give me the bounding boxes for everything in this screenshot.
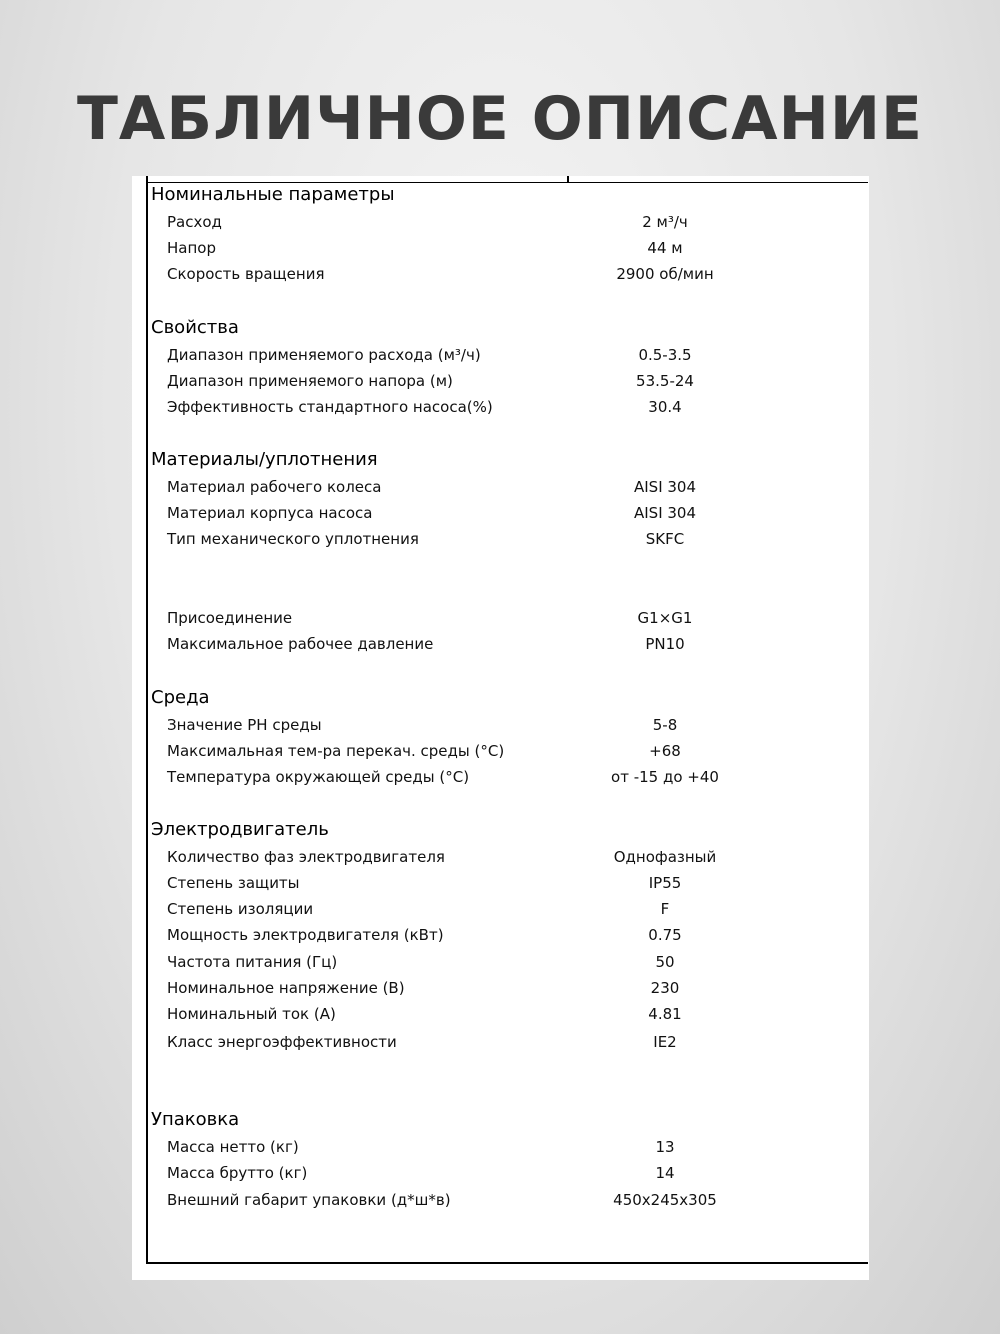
spec-label: Расход	[167, 213, 222, 231]
spec-label: Материал рабочего колеса	[167, 478, 382, 496]
section-heading-nominal: Номинальные параметры	[151, 184, 395, 205]
spec-value: Однофазный	[613, 848, 717, 866]
spec-label: Степень изоляции	[167, 900, 314, 918]
spec-value: IE2	[653, 1033, 677, 1051]
spec-label: Тип механического уплотнения	[167, 530, 419, 548]
spec-value: 53.5-24	[636, 372, 694, 390]
spec-value: PN10	[645, 635, 685, 653]
spec-label: Максимальное рабочее давление	[167, 635, 434, 653]
spec-label: Материал корпуса насоса	[167, 504, 373, 522]
spec-label: Номинальное напряжение (В)	[167, 979, 405, 997]
spec-label: Мощность электродвигателя (кВт)	[167, 926, 444, 944]
spec-value: SKFC	[645, 530, 685, 548]
spec-value: от -15 до +40	[611, 768, 719, 786]
section-heading-packaging: Упаковка	[151, 1109, 240, 1130]
top-divider	[148, 182, 868, 183]
section-heading-medium: Среда	[151, 687, 210, 708]
spec-value: F	[660, 900, 670, 918]
section-heading-materials: Материалы/уплотнения	[151, 449, 378, 470]
spec-label: Скорость вращения	[167, 265, 325, 283]
spec-value: 0.75	[648, 926, 682, 944]
spec-value: +68	[649, 742, 681, 760]
spec-sheet	[132, 176, 869, 1280]
column-divider	[567, 176, 569, 183]
spec-label: Присоединение	[167, 609, 293, 627]
spec-value: 2900 об/мин	[616, 265, 714, 283]
spec-value: G1×G1	[637, 609, 693, 627]
spec-label: Масса брутто (кг)	[167, 1164, 308, 1182]
spec-value: 50	[655, 953, 675, 971]
spec-label: Частота питания (Гц)	[167, 953, 338, 971]
spec-value: IP55	[648, 874, 682, 892]
spec-value: 0.5-3.5	[638, 346, 692, 364]
section-heading-motor: Электродвигатель	[151, 819, 329, 840]
spec-label: Внешний габарит упаковки (д*ш*в)	[167, 1191, 451, 1209]
spec-value: AISI 304	[633, 478, 697, 496]
spec-value: 14	[655, 1164, 675, 1182]
spec-label: Максимальная тем-ра перекач. среды (°C)	[167, 742, 505, 760]
spec-label: Значение PH среды	[167, 716, 322, 734]
spec-value: AISI 304	[633, 504, 697, 522]
spec-label: Масса нетто (кг)	[167, 1138, 299, 1156]
spec-value: 2 м³/ч	[642, 213, 688, 231]
spec-value: 44 м	[647, 239, 683, 257]
spec-label: Эффективность стандартного насоса(%)	[167, 398, 493, 416]
spec-value: 13	[655, 1138, 675, 1156]
spec-value: 5-8	[652, 716, 678, 734]
page-title: ТАБЛИЧНОЕ ОПИСАНИЕ	[76, 84, 924, 154]
spec-label: Степень защиты	[167, 874, 300, 892]
spec-label: Температура окружающей среды (°C)	[167, 768, 470, 786]
spec-value: 230	[650, 979, 680, 997]
spec-label: Напор	[167, 239, 216, 257]
spec-label: Класс энергоэффективности	[167, 1033, 397, 1051]
spec-label: Номинальный ток (А)	[167, 1005, 336, 1023]
spec-label: Количество фаз электродвигателя	[167, 848, 445, 866]
spec-value: 450x245x305	[613, 1191, 717, 1209]
spec-value: 4.81	[648, 1005, 682, 1023]
section-heading-properties: Свойства	[151, 317, 239, 338]
spec-value: 30.4	[648, 398, 682, 416]
spec-label: Диапазон применяемого напора (м)	[167, 372, 453, 390]
spec-label: Диапазон применяемого расхода (м³/ч)	[167, 346, 481, 364]
